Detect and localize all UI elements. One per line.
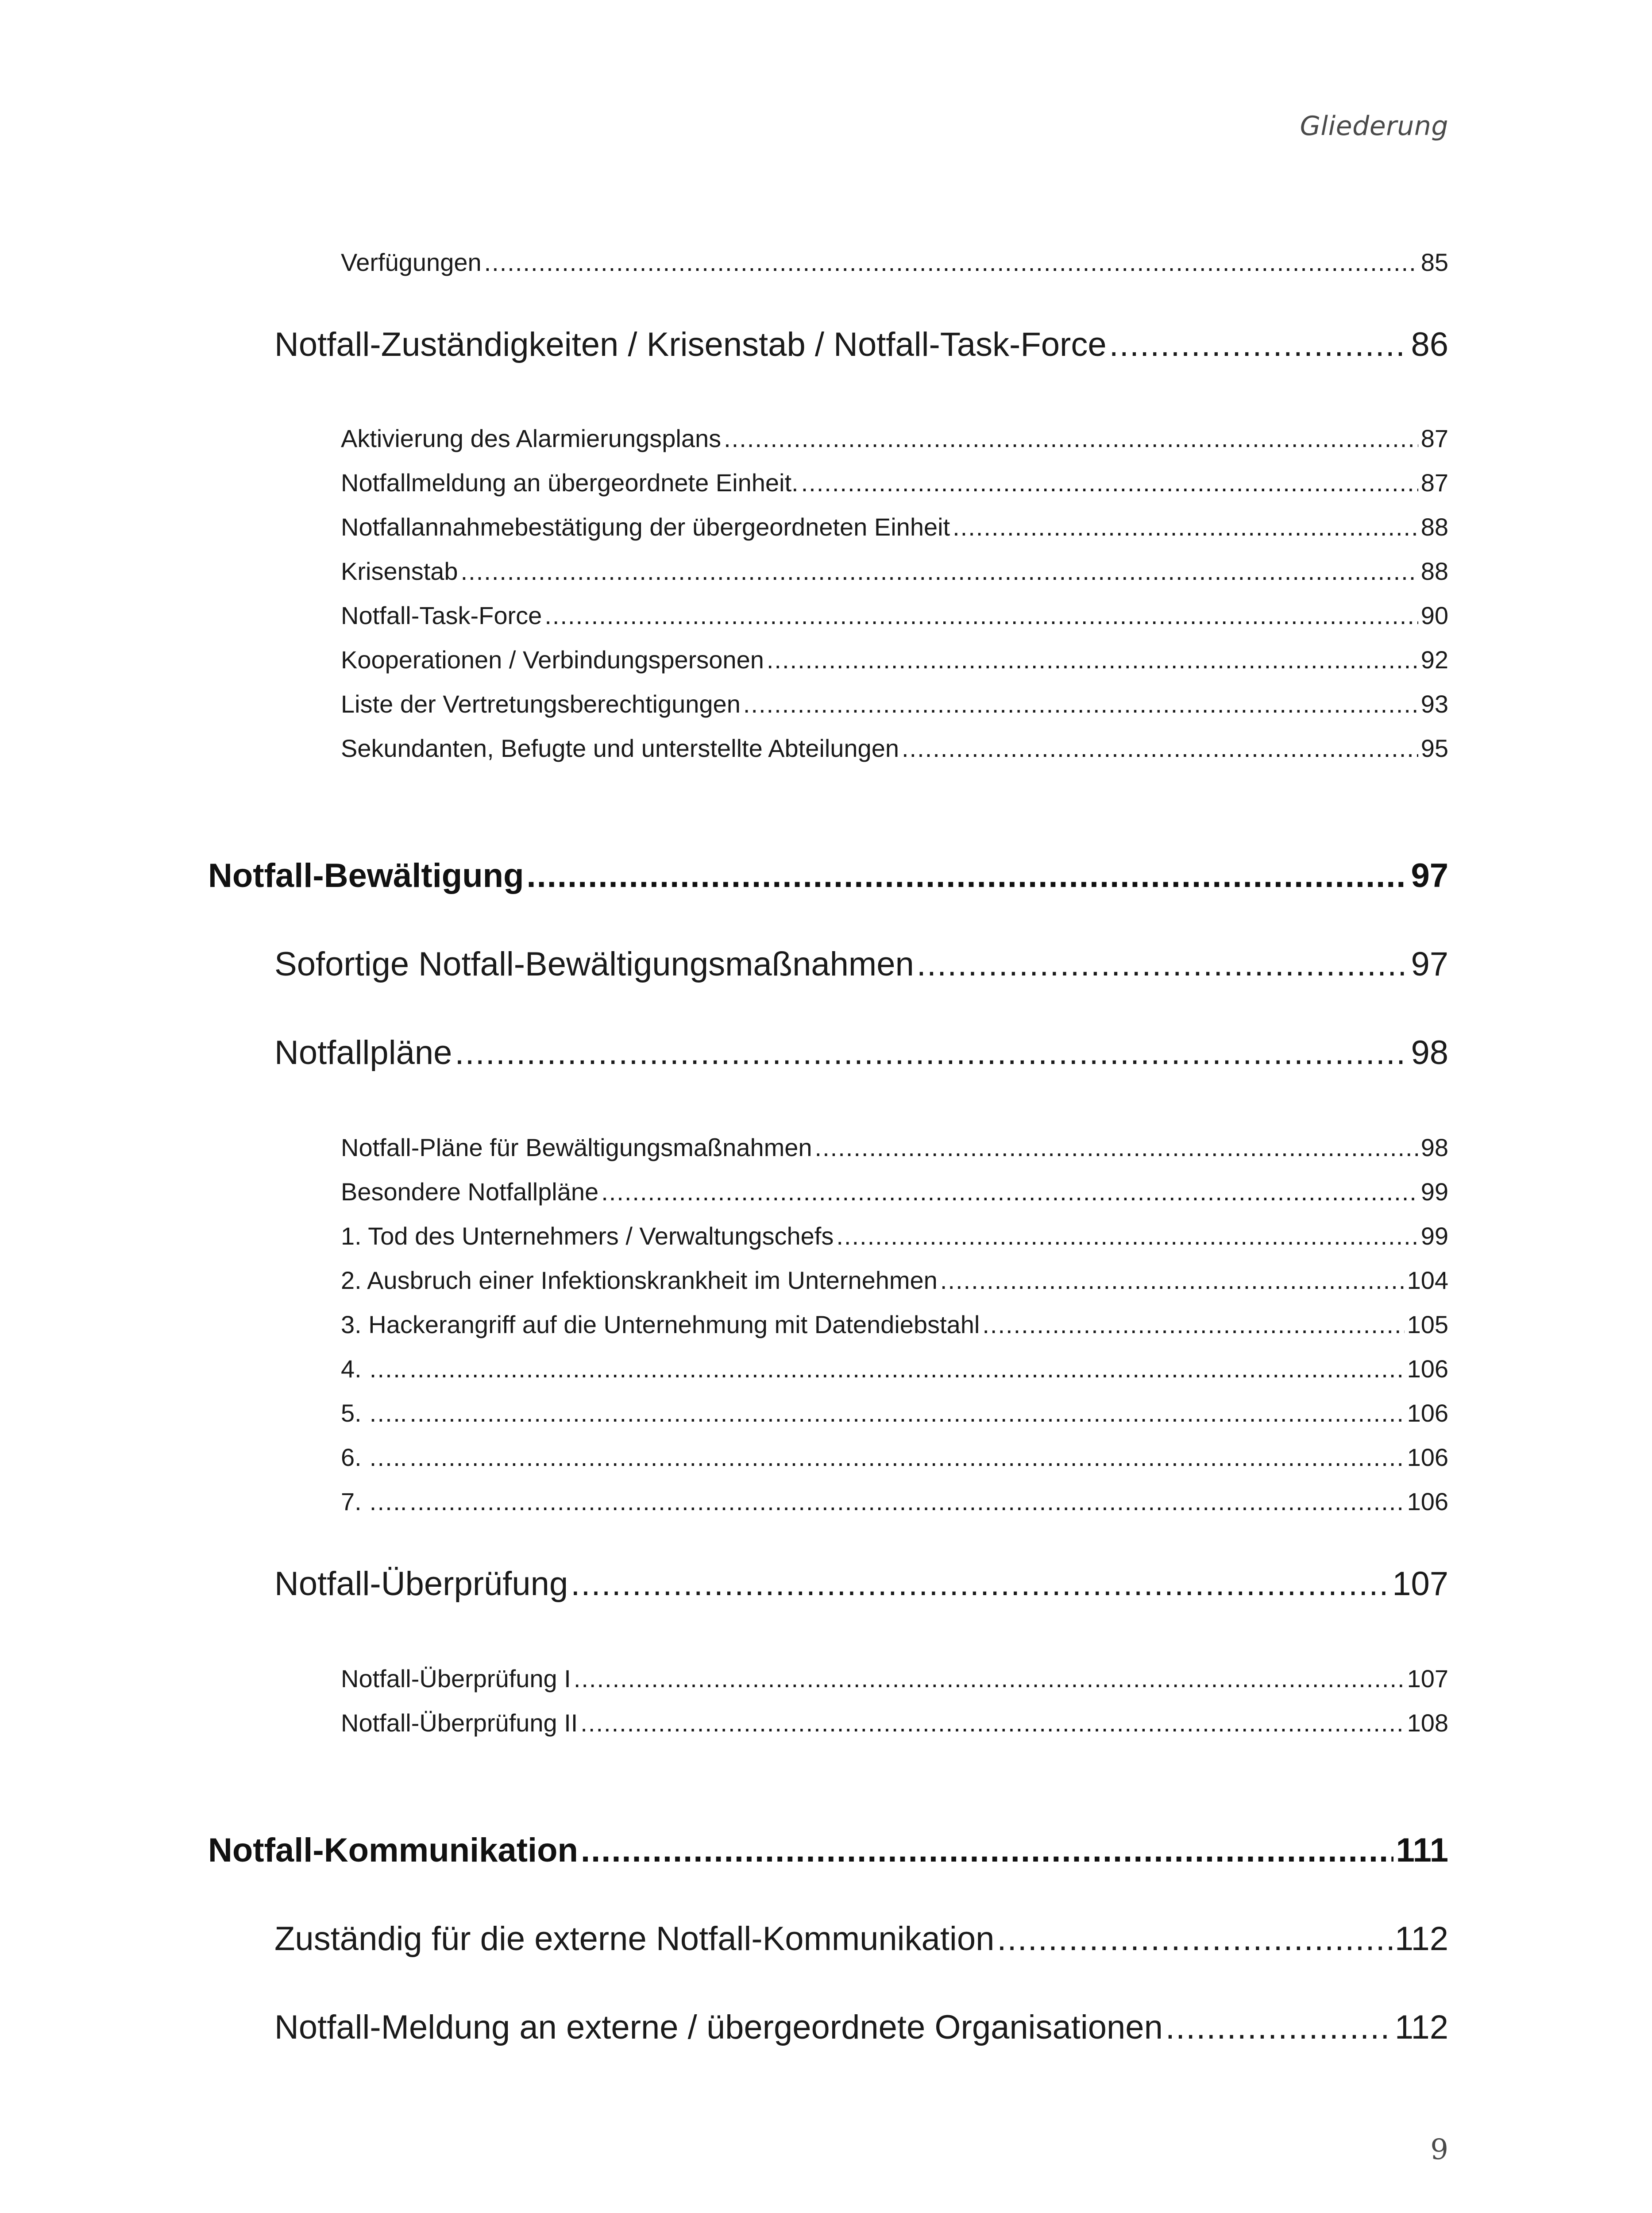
toc-entry-title: Zuständig für die externe Notfall-Kommunikation (274, 1920, 995, 1958)
toc-leader-dots (581, 1831, 1393, 1870)
toc-chapter-page: 111 (1396, 1831, 1448, 1869)
toc-entry-title: Kooperationen / Verbindungspersonen (341, 646, 764, 674)
toc-chapter-title: Notfall-Bewältigung (208, 857, 524, 894)
toc-entry-title: Sofortige Notfall-Bewältigungsmaßnahmen (274, 945, 914, 983)
toc-leader-dots (455, 1033, 1408, 1072)
toc-entry-title: Aktivierung des Alarmierungsplans (341, 424, 722, 452)
toc-leader-dots (940, 1266, 1405, 1295)
toc-entry-page: 97 (1411, 945, 1448, 983)
toc-entry-page: 107 (1407, 1665, 1448, 1693)
toc-entry (341, 734, 1448, 763)
toc-leader-dots (801, 468, 1418, 497)
toc-leader-dots (574, 1664, 1405, 1693)
toc-entry-page: 106 (1407, 1488, 1448, 1515)
toc-entry-title: 7. ….. (341, 1488, 407, 1515)
toc-entry (341, 513, 1448, 541)
toc-entry (274, 1565, 1448, 1603)
toc-entry (341, 1133, 1448, 1162)
toc-entry-title: Krisenstab (341, 557, 458, 585)
toc-entry (341, 601, 1448, 630)
toc-entry-page: 99 (1420, 1178, 1448, 1206)
toc-entry-title: 2. Ausbruch einer Infektionskrankheit im Unternehmen (341, 1266, 938, 1294)
toc-leader-dots (1166, 2008, 1392, 2047)
toc-entry-title: Notfall-Pläne für Bewältigungsmaßnahmen (341, 1133, 812, 1161)
toc-entry-title: Liste der Vertretungsberechtigungen (341, 690, 741, 718)
toc-entry (341, 1266, 1448, 1295)
toc-entry (341, 1443, 1448, 1472)
toc-entry (341, 1487, 1448, 1516)
toc-entry (341, 1399, 1448, 1427)
toc-entry-page: 104 (1407, 1266, 1448, 1294)
toc-chapter (208, 856, 1448, 895)
toc-entry-title: Notfall-Zuständigkeiten / Krisenstab / Notfall-Task-Force (274, 326, 1107, 363)
toc-entry-title: Notfall-Überprüfung I (341, 1665, 571, 1693)
toc-entry (274, 2008, 1448, 2047)
toc-entry-page: 112 (1394, 2009, 1448, 2046)
toc-entry (341, 424, 1448, 453)
toc-entry-page: 108 (1407, 1709, 1448, 1737)
toc-entry-page: 98 (1420, 1133, 1448, 1161)
toc-entry-page: 106 (1407, 1399, 1448, 1427)
toc-entry-title: 4. ….. (341, 1355, 407, 1383)
toc-entry-title: Notfallmeldung an übergeordnete Einheit. (341, 469, 799, 497)
toc-entry-page: 87 (1420, 469, 1448, 497)
toc-entry (341, 645, 1448, 674)
toc-entry-title: 6. ….. (341, 1443, 407, 1471)
toc-leader-dots (836, 1222, 1418, 1250)
toc-entry (341, 690, 1448, 718)
toc-entry-page: 93 (1420, 690, 1448, 718)
toc-leader-dots (580, 1708, 1404, 1737)
toc-leader-dots (601, 1177, 1418, 1206)
toc-leader-dots (724, 424, 1418, 453)
toc-leader-dots (544, 601, 1418, 630)
toc-entry-page: 98 (1411, 1034, 1448, 1072)
toc-entry (341, 1222, 1448, 1250)
toc-entry (341, 1354, 1448, 1383)
running-head: Gliederung (1300, 111, 1448, 142)
toc-entry-page: 88 (1420, 557, 1448, 585)
toc-entry-page: 106 (1407, 1355, 1448, 1383)
toc-leader-dots (917, 945, 1409, 983)
toc-entry (341, 557, 1448, 586)
toc-entry (274, 945, 1448, 983)
toc-entry (341, 1177, 1448, 1206)
toc-entry-page: 107 (1392, 1565, 1448, 1603)
page-number: 9 (1430, 2133, 1448, 2166)
toc-leader-dots (997, 1920, 1392, 1958)
toc-entry (341, 1664, 1448, 1693)
toc-leader-dots (767, 645, 1418, 674)
toc-entry (274, 1033, 1448, 1072)
toc-leader-dots (571, 1565, 1390, 1603)
toc-entry-page: 112 (1394, 1920, 1448, 1958)
toc-leader-dots (484, 248, 1418, 277)
toc-entry-page: 88 (1420, 513, 1448, 541)
toc-entry-title: Notfallannahmebestätigung der übergeordneten Einheit (341, 513, 950, 541)
toc-entry (341, 468, 1448, 497)
toc-entry-title: Besondere Notfallpläne (341, 1178, 599, 1206)
toc-entry-page: 90 (1420, 601, 1448, 629)
toc-entry (341, 1310, 1448, 1339)
toc-entry-page: 87 (1420, 424, 1448, 452)
toc-leader-dots (982, 1310, 1404, 1339)
toc-chapter-title: Notfall-Kommunikation (208, 1831, 578, 1869)
toc-entry-title: Notfall-Überprüfung (274, 1565, 568, 1603)
toc-entry-title: Notfall-Task-Force (341, 601, 542, 629)
toc-entry-title: Sekundanten, Befugte und unterstellte Abteilungen (341, 734, 899, 762)
toc-entry-page: 99 (1420, 1222, 1448, 1250)
toc-leader-dots (902, 734, 1418, 763)
toc-entry-title: Notfall-Meldung an externe / übergeordnete Organisationen (274, 2009, 1163, 2046)
toc-leader-dots (409, 1354, 1404, 1383)
toc-entry-title: 5. ….. (341, 1399, 407, 1427)
toc-chapter (208, 1831, 1448, 1870)
toc-entry (341, 248, 1448, 277)
toc-entry-page: 86 (1411, 326, 1448, 363)
toc-entry-title: Notfallpläne (274, 1034, 452, 1072)
toc-leader-dots (953, 513, 1418, 541)
toc-leader-dots (409, 1399, 1404, 1427)
toc-leader-dots (409, 1443, 1404, 1472)
toc-leader-dots (1109, 325, 1409, 364)
toc-leader-dots (409, 1487, 1404, 1516)
toc-entry-page: 105 (1407, 1311, 1448, 1338)
toc-entry-page: 106 (1407, 1443, 1448, 1471)
toc-entry-title: 3. Hackerangriff auf die Unternehmung mit Datendiebstahl (341, 1311, 980, 1338)
toc-entry-page: 92 (1420, 646, 1448, 674)
toc-entry-title: Verfügungen (341, 248, 482, 276)
toc-entry (274, 325, 1448, 364)
toc-leader-dots (743, 690, 1418, 718)
toc-entry-page: 85 (1420, 248, 1448, 276)
toc-entry-title: 1. Tod des Unternehmers / Verwaltungschefs (341, 1222, 834, 1250)
toc-leader-dots (461, 557, 1418, 586)
toc-entry-page: 95 (1420, 734, 1448, 762)
toc-leader-dots (527, 856, 1409, 895)
toc-entry (274, 1920, 1448, 1958)
toc-entry-title: Notfall-Überprüfung II (341, 1709, 578, 1737)
toc-chapter-page: 97 (1411, 857, 1448, 894)
toc-leader-dots (815, 1133, 1418, 1162)
toc-entry (341, 1708, 1448, 1737)
